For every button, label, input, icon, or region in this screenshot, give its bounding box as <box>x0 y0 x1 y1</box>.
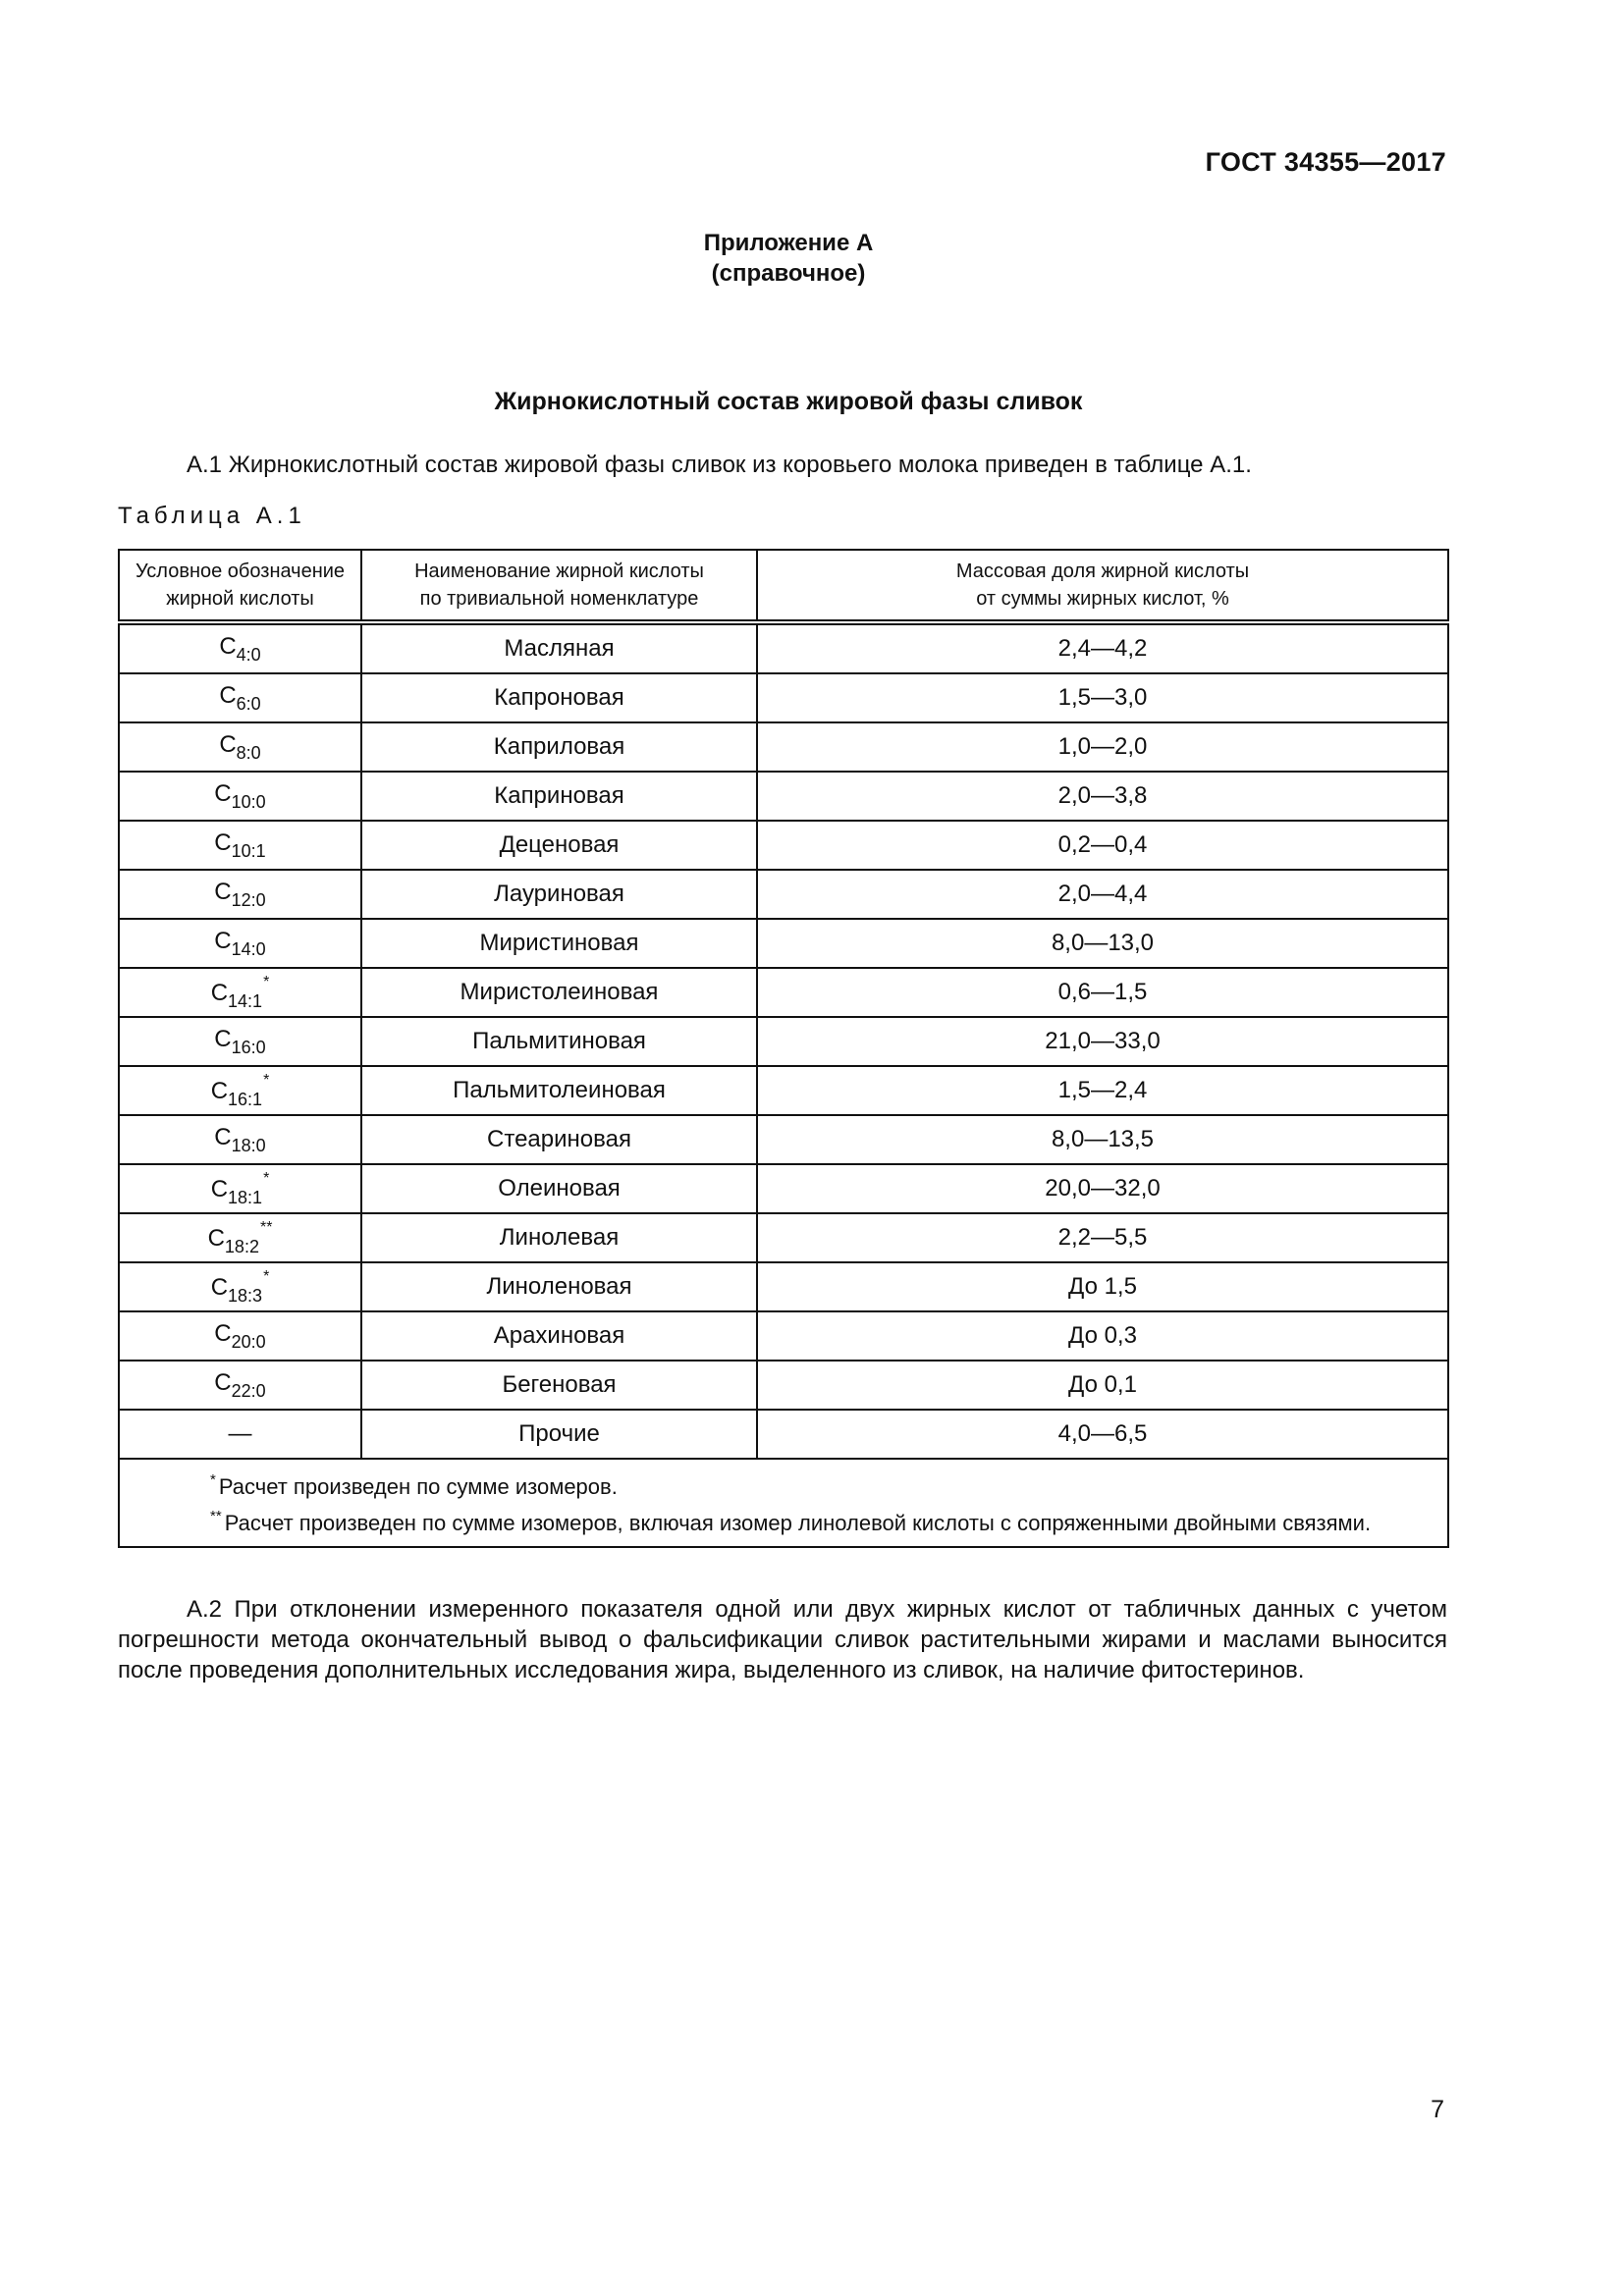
appendix-title: Приложение А <box>703 230 874 256</box>
acid-symbol: C <box>214 779 232 807</box>
acid-symbol: C <box>214 1319 232 1347</box>
acid-symbol: C <box>210 979 229 1006</box>
cell-symbol <box>119 1017 361 1066</box>
acid-symbol: C <box>214 1123 232 1150</box>
acid-symbol: C <box>214 1368 232 1396</box>
acid-symbol: — <box>228 1420 252 1447</box>
cell-acid-name: Стеариновая <box>361 1115 757 1164</box>
cell-acid-name: Лауриновая <box>361 870 757 919</box>
cell-symbol <box>119 622 361 673</box>
header-name-line2: по тривиальной номенклатуре <box>419 588 699 610</box>
cell-mass-fraction: До 1,5 <box>757 1262 1448 1311</box>
table-row <box>119 1115 1448 1164</box>
cell-acid-name: Каприновая <box>361 772 757 821</box>
cell-symbol <box>119 1164 361 1213</box>
table-notes-row <box>119 1459 1448 1547</box>
cell-mass-fraction: 21,0—33,0 <box>757 1017 1448 1066</box>
table-caption: Таблица А.1 <box>118 503 306 529</box>
acid-subscript: 18:3 <box>228 1285 263 1306</box>
cell-acid-name: Деценовая <box>361 821 757 870</box>
cell-symbol <box>119 870 361 919</box>
cell-acid-name: Арахиновая <box>361 1311 757 1361</box>
table-row <box>119 1361 1448 1410</box>
footnote-mark: * <box>263 973 270 990</box>
cell-acid-name: Прочие <box>361 1410 757 1459</box>
cell-acid-name: Капроновая <box>361 673 757 722</box>
acid-symbol: C <box>214 1025 232 1052</box>
note-1-mark: * <box>210 1471 216 1488</box>
table-row <box>119 1311 1448 1361</box>
acid-subscript: 12:0 <box>231 889 266 910</box>
table-row <box>119 772 1448 821</box>
cell-symbol <box>119 1066 361 1115</box>
header-value <box>757 550 1448 622</box>
table-body <box>119 622 1448 1459</box>
paragraph-a1: А.1 Жирнокислотный состав жировой фазы сливок из коровьего молока приведен в таблице А.1. <box>187 452 1252 478</box>
header-name <box>361 550 757 622</box>
acid-symbol: C <box>219 632 237 660</box>
header-value-line1: Массовая доля жирной кислоты <box>955 561 1250 582</box>
cell-acid-name: Миристолеиновая <box>361 968 757 1017</box>
table-row <box>119 968 1448 1017</box>
table-notes <box>119 1459 1448 1547</box>
cell-symbol <box>119 772 361 821</box>
table-row <box>119 1017 1448 1066</box>
table-row <box>119 870 1448 919</box>
cell-mass-fraction: 1,5—2,4 <box>757 1066 1448 1115</box>
acid-symbol: C <box>219 730 237 758</box>
acid-subscript: 16:0 <box>231 1037 266 1057</box>
cell-mass-fraction: 2,0—3,8 <box>757 772 1448 821</box>
acid-subscript: 10:1 <box>231 840 266 861</box>
appendix-heading <box>0 228 1577 289</box>
acid-symbol: C <box>210 1077 229 1104</box>
cell-symbol <box>119 722 361 772</box>
table-row <box>119 1213 1448 1262</box>
cell-mass-fraction: 1,5—3,0 <box>757 673 1448 722</box>
note-1-text: Расчет произведен по сумме изомеров. <box>218 1474 618 1499</box>
cell-symbol <box>119 1262 361 1311</box>
paragraph-a2: А.2 При отклонении измеренного показателя одной или двух жирных кислот от табличных данных с учетом погрешности метода окончательный вывод о фальсификации сливок растительными жирами и маслами выносится после проведения дополнительных исследования жира, выделенного из сливок, на наличие фитостеринов. <box>118 1596 1447 1683</box>
footnote-mark: * <box>263 1169 270 1187</box>
acid-subscript: 10:0 <box>231 791 266 812</box>
cell-acid-name: Пальмитиновая <box>361 1017 757 1066</box>
note-2 <box>132 1502 1435 1538</box>
acid-symbol: C <box>214 927 232 954</box>
page-number: 7 <box>1431 2096 1444 2123</box>
cell-symbol <box>119 821 361 870</box>
cell-acid-name: Линолевая <box>361 1213 757 1262</box>
cell-symbol <box>119 1213 361 1262</box>
cell-symbol <box>119 1115 361 1164</box>
header-value-line2: от суммы жирных кислот, % <box>976 588 1229 610</box>
footnote-mark: ** <box>259 1218 273 1236</box>
fatty-acid-table <box>118 549 1449 1548</box>
cell-acid-name: Олеиновая <box>361 1164 757 1213</box>
table-row <box>119 821 1448 870</box>
table-row <box>119 1262 1448 1311</box>
table-row <box>119 722 1448 772</box>
header-name-line1: Наименование жирной кислоты <box>414 561 704 582</box>
table-row <box>119 673 1448 722</box>
acid-subscript: 4:0 <box>236 644 261 665</box>
table-row <box>119 919 1448 968</box>
footnote-mark: * <box>263 1071 270 1089</box>
table-row <box>119 1066 1448 1115</box>
note-2-mark: ** <box>210 1508 222 1524</box>
acid-subscript: 14:0 <box>231 938 266 959</box>
table-row <box>119 622 1448 673</box>
cell-mass-fraction: 4,0—6,5 <box>757 1410 1448 1459</box>
cell-mass-fraction: До 0,1 <box>757 1361 1448 1410</box>
acid-subscript: 22:0 <box>231 1380 266 1401</box>
acid-subscript: 20:0 <box>231 1331 266 1352</box>
cell-symbol <box>119 968 361 1017</box>
cell-symbol <box>119 919 361 968</box>
acid-subscript: 8:0 <box>236 742 261 763</box>
acid-symbol: C <box>219 681 237 709</box>
cell-acid-name: Бегеновая <box>361 1361 757 1410</box>
cell-symbol <box>119 1361 361 1410</box>
cell-mass-fraction: 0,6—1,5 <box>757 968 1448 1017</box>
cell-acid-name: Линоленовая <box>361 1262 757 1311</box>
cell-mass-fraction: 1,0—2,0 <box>757 722 1448 772</box>
cell-symbol <box>119 1311 361 1361</box>
table-row <box>119 1410 1448 1459</box>
footnote-mark: * <box>263 1267 270 1285</box>
header-symbol-line2: жирной кислоты <box>166 588 314 610</box>
acid-symbol: C <box>207 1224 225 1252</box>
acid-symbol: C <box>210 1175 229 1202</box>
table-row <box>119 1164 1448 1213</box>
acid-subscript: 6:0 <box>236 693 261 714</box>
standard-code: ГОСТ 34355—2017 <box>1205 147 1446 177</box>
appendix-subtitle: (справочное) <box>711 260 866 287</box>
header-symbol <box>119 550 361 622</box>
note-2-text: Расчет произведен по сумме изомеров, включая изомер линолевой кислоты с сопряженными двойными связями. <box>224 1511 1372 1535</box>
cell-symbol <box>119 1410 361 1459</box>
cell-acid-name: Пальмитолеиновая <box>361 1066 757 1115</box>
table-header-row <box>119 550 1448 622</box>
cell-mass-fraction: 8,0—13,0 <box>757 919 1448 968</box>
acid-symbol: C <box>214 878 232 905</box>
cell-mass-fraction: 2,2—5,5 <box>757 1213 1448 1262</box>
cell-mass-fraction: 8,0—13,5 <box>757 1115 1448 1164</box>
cell-mass-fraction: 2,4—4,2 <box>757 622 1448 673</box>
acid-symbol: C <box>214 828 232 856</box>
acid-subscript: 18:1 <box>228 1187 263 1207</box>
section-title: Жирнокислотный состав жировой фазы сливок <box>494 388 1083 415</box>
acid-subscript: 18:2 <box>224 1236 259 1256</box>
acid-symbol: C <box>210 1273 229 1301</box>
cell-acid-name: Миристиновая <box>361 919 757 968</box>
cell-mass-fraction: 0,2—0,4 <box>757 821 1448 870</box>
note-1 <box>132 1466 1435 1502</box>
acid-subscript: 16:1 <box>228 1089 263 1109</box>
cell-acid-name: Масляная <box>361 622 757 673</box>
header-symbol-line1: Условное обозначение <box>135 561 346 582</box>
cell-acid-name: Каприловая <box>361 722 757 772</box>
cell-mass-fraction: 2,0—4,4 <box>757 870 1448 919</box>
cell-mass-fraction: До 0,3 <box>757 1311 1448 1361</box>
acid-subscript: 18:0 <box>231 1135 266 1155</box>
cell-mass-fraction: 20,0—32,0 <box>757 1164 1448 1213</box>
acid-subscript: 14:1 <box>228 990 263 1011</box>
cell-symbol <box>119 673 361 722</box>
